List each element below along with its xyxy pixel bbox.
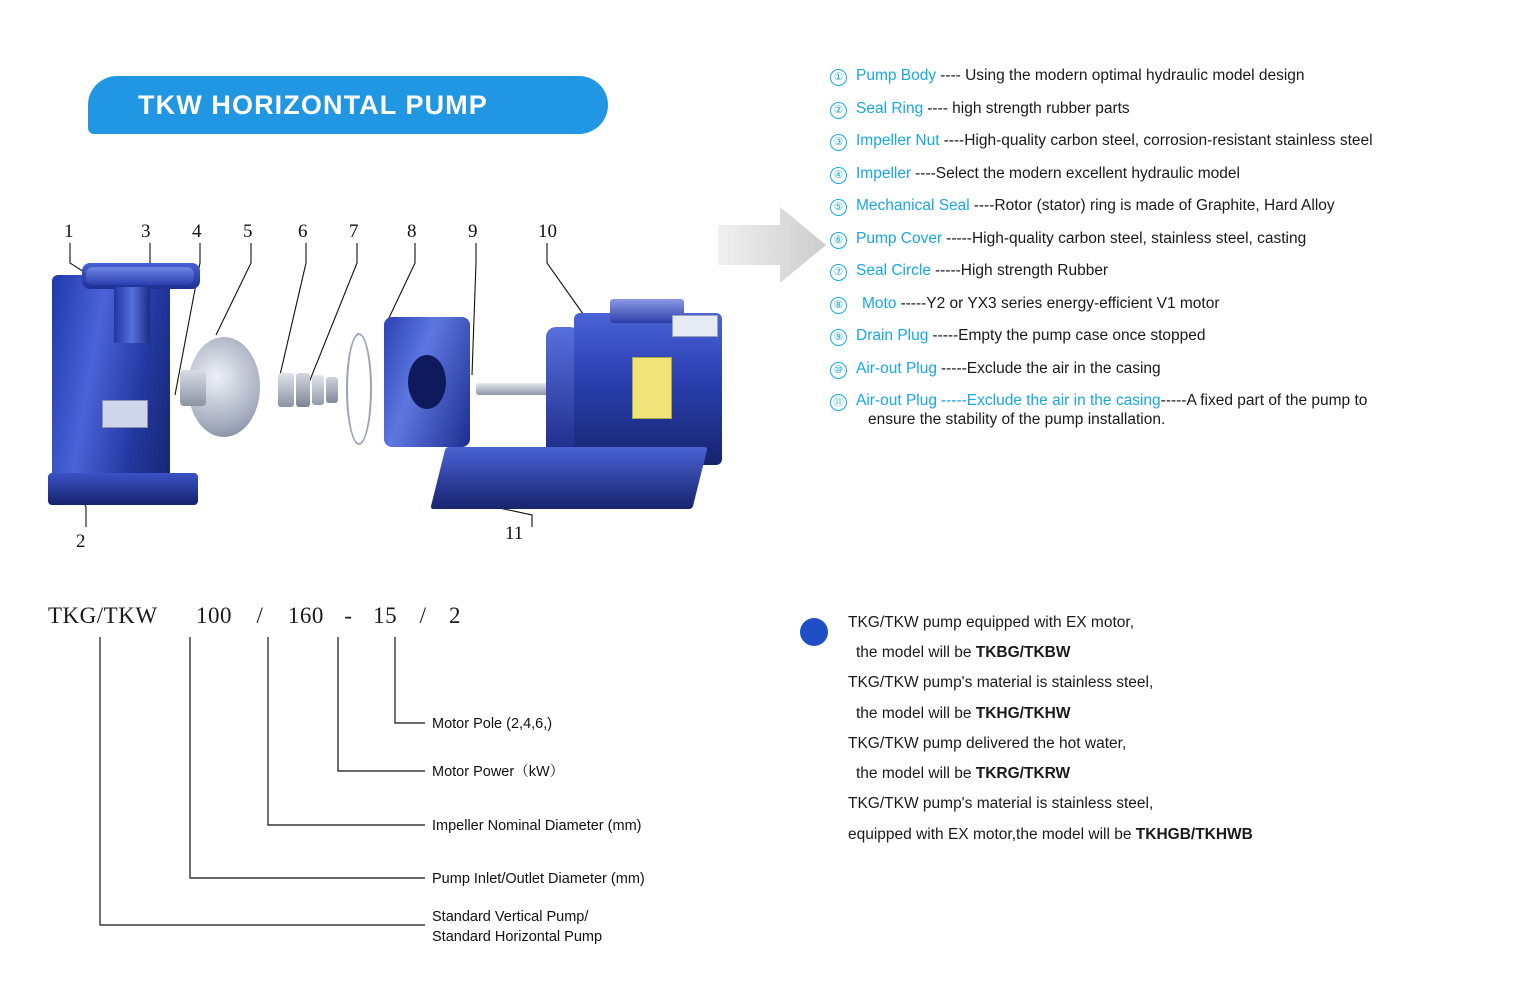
note-text: TKG/TKW pump delivered the hot water, [848, 734, 1127, 752]
feature-number-icon: ⑦ [830, 264, 847, 281]
callout-number-1: 1 [64, 221, 74, 242]
feature-description: -----Exclude the air in the casing [940, 392, 1161, 409]
model-code-slash-2: / [419, 603, 427, 628]
model-code-impeller: 160 [287, 603, 324, 628]
feature-name: Mechanical Seal [856, 197, 970, 214]
feature-item-10 [830, 359, 1490, 379]
callout-number-8: 8 [407, 221, 417, 242]
feature-description: -----Y2 or YX3 series energy-efficient V1 motor [900, 294, 1220, 312]
feature-name: Impeller Nut [856, 132, 940, 149]
callout-number-11: 11 [505, 523, 524, 544]
feature-name: Seal Ring [856, 99, 924, 117]
feature-item-3 [830, 131, 1490, 151]
feature-description-extra: -----A fixed part of the pump to [1160, 392, 1368, 409]
label-motor-pole: Motor Pole (2,4,6,) [432, 716, 553, 732]
model-code-breakdown [40, 595, 740, 975]
note-line-5 [848, 729, 1440, 759]
feature-item-1 [830, 66, 1490, 86]
feature-item-7 [830, 261, 1490, 281]
motor-label-sticker [672, 315, 718, 337]
note-text: TKG/TKW pump equipped with EX motor, [848, 614, 1135, 631]
feature-number-icon: ② [830, 102, 847, 119]
feature-description: -----High strength Rubber [934, 262, 1109, 279]
model-code-leader-lines [40, 595, 740, 955]
note-model: TKHG/TKHW [975, 704, 1071, 722]
callout-number-9: 9 [468, 221, 478, 242]
pump-base [48, 473, 198, 505]
note-line-3 [848, 668, 1440, 698]
feature-item-9 [830, 326, 1490, 346]
note-text: the model will be [856, 765, 976, 783]
motor-shaft [476, 383, 554, 395]
feature-description: ----Select the modern excellent hydraulic model [915, 164, 1240, 182]
feature-name: Pump Body [856, 67, 937, 84]
feature-description: ---- Using the modern optimal hydraulic model design [940, 67, 1305, 84]
feature-description-continued: ensure the stability of the pump installation. [868, 411, 1166, 429]
mechanical-seal-4 [326, 377, 338, 403]
feature-number-icon: ③ [830, 134, 847, 151]
feature-number-icon: ⑪ [830, 394, 847, 411]
note-line-4 [848, 699, 1440, 729]
pump-nameplate [102, 400, 148, 428]
note-text: TKG/TKW pump's material is stainless steel, [848, 795, 1154, 813]
exploded-pump-diagram [40, 215, 730, 565]
feature-item-6 [830, 229, 1490, 249]
pump-cover-bore [408, 355, 446, 409]
feature-name: Air-out Plug [856, 392, 937, 409]
callout-number-3: 3 [141, 221, 151, 242]
feature-item-2 [830, 99, 1490, 119]
note-model: TKBG/TKBW [975, 644, 1071, 662]
callout-number-4: 4 [192, 221, 202, 242]
feature-name: Seal Circle [856, 262, 931, 279]
model-code-dash: - [344, 603, 353, 628]
bullet-dot-icon [800, 618, 828, 646]
callout-number-7: 7 [349, 221, 359, 242]
callout-number-10: 10 [538, 221, 557, 242]
flow-arrow [718, 205, 826, 285]
feature-item-4 [830, 164, 1490, 184]
callout-number-5: 5 [243, 221, 253, 242]
feature-description: ----High-quality carbon steel, corrosion-resistant stainless steel [943, 132, 1373, 149]
callout-number-6: 6 [298, 221, 308, 242]
seal-circle [346, 333, 372, 445]
feature-item-11 [830, 391, 1490, 430]
note-line-1 [848, 608, 1440, 638]
model-code-series: TKG/TKW [48, 603, 158, 628]
pump-flange-face [86, 267, 194, 285]
feature-name: Impeller [856, 164, 912, 182]
pump-body [52, 275, 170, 505]
note-line-6 [848, 759, 1440, 789]
feature-list [830, 66, 1490, 442]
note-text: TKG/TKW pump's material is stainless steel, [848, 674, 1154, 692]
feature-description: -----Exclude the air in the casing [940, 359, 1161, 377]
feature-name: Air-out Plug [856, 359, 937, 377]
label-standard-vertical-pump: Standard Vertical Pump/ [432, 909, 589, 925]
note-model: TKHGB/TKHWB [1135, 825, 1253, 843]
feature-number-icon: ① [830, 69, 847, 86]
page-title-banner [88, 76, 608, 134]
label-inlet-outlet-diameter: Pump Inlet/Outlet Diameter (mm) [432, 871, 645, 887]
note-text: the model will be [856, 644, 976, 662]
model-code-slash-1: / [256, 603, 264, 628]
feature-description: ---- high strength rubber parts [927, 99, 1130, 117]
note-model: TKRG/TKRW [975, 765, 1071, 783]
feature-name: Pump Cover [856, 229, 943, 247]
feature-name: Moto [862, 294, 897, 312]
model-naming-notes [800, 608, 1440, 850]
label-standard-horizontal-pump: Standard Horizontal Pump [432, 929, 603, 945]
label-motor-power: Motor Power（kW） [432, 764, 565, 780]
model-code-inlet: 100 [196, 603, 233, 628]
note-text: equipped with EX motor,the model will be [848, 825, 1136, 843]
mechanical-seal-3 [312, 375, 324, 405]
feature-number-icon: ④ [830, 167, 847, 184]
pump-base-plate [430, 447, 707, 509]
mechanical-seal-1 [278, 373, 294, 407]
feature-number-icon: ⑥ [830, 232, 847, 249]
label-impeller-diameter: Impeller Nominal Diameter (mm) [432, 818, 642, 834]
feature-number-icon: ⑩ [830, 362, 847, 379]
feature-description: ----Rotor (stator) ring is made of Graphite, Hard Alloy [973, 197, 1335, 214]
model-code-pole: 2 [448, 603, 461, 628]
callout-number-2: 2 [76, 531, 86, 552]
feature-number-icon: ⑨ [830, 329, 847, 346]
model-code-power: 15 [373, 603, 398, 628]
feature-number-icon: ⑤ [830, 199, 847, 216]
note-line-2 [848, 638, 1440, 668]
feature-description: -----Empty the pump case once stopped [932, 327, 1206, 344]
feature-item-8 [830, 294, 1490, 314]
impeller-hub [180, 370, 206, 406]
feature-item-5 [830, 196, 1490, 216]
feature-description: -----High-quality carbon steel, stainless steel, casting [946, 229, 1307, 247]
feature-number-icon: ⑧ [830, 297, 847, 314]
note-line-8 [848, 820, 1440, 850]
page-title: TKW HORIZONTAL PUMP [138, 89, 488, 120]
mechanical-seal-2 [296, 373, 310, 407]
note-text: the model will be [856, 704, 976, 722]
pump-neck [114, 287, 150, 343]
note-line-7 [848, 789, 1440, 819]
feature-name: Drain Plug [856, 327, 929, 344]
motor-nameplate [632, 357, 672, 419]
